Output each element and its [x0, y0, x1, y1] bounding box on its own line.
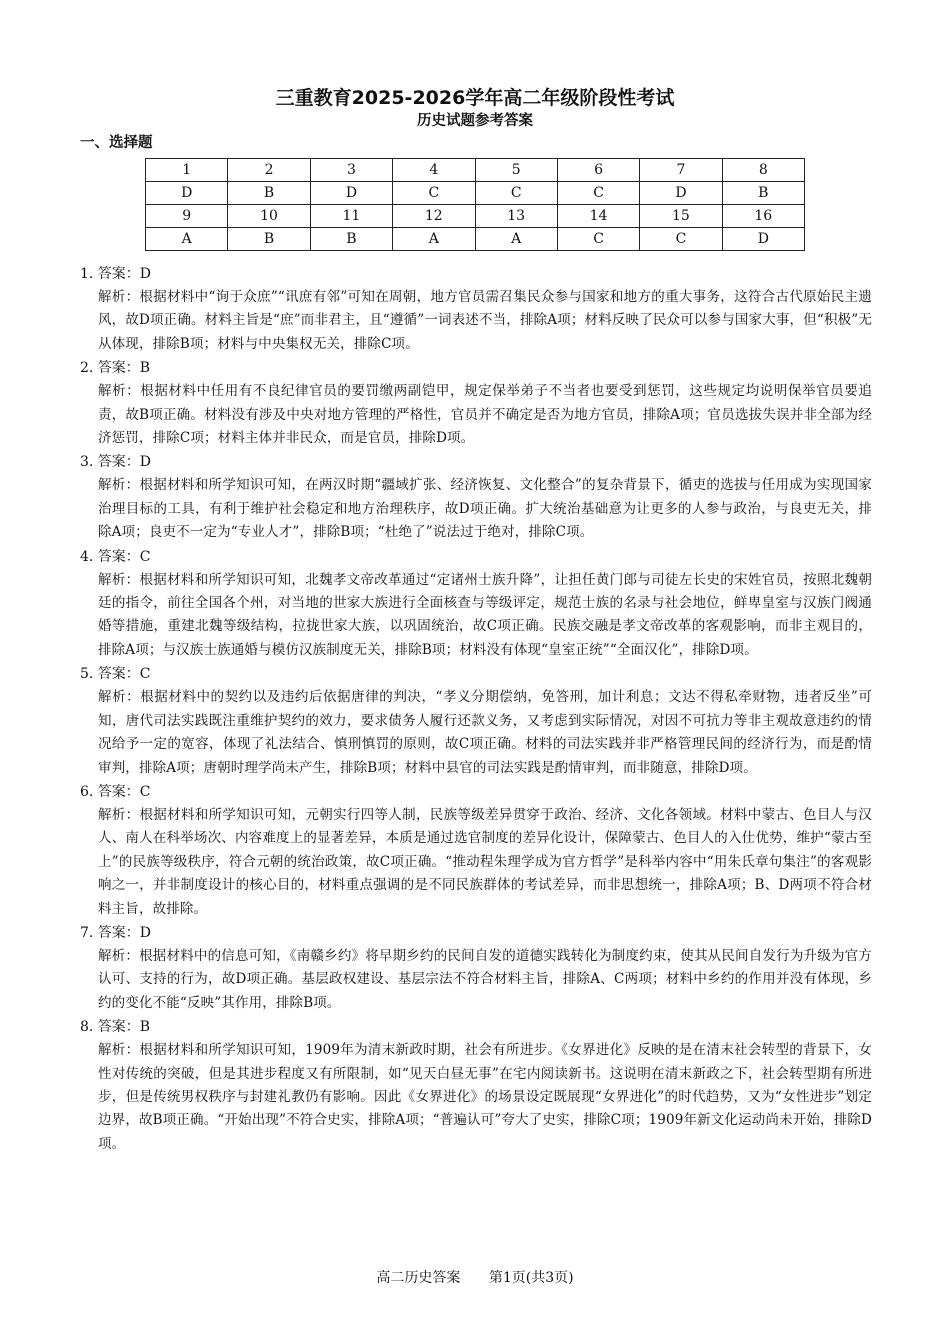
answer-letter-cell: C — [640, 228, 722, 251]
answer-letter-cell: D — [310, 182, 392, 205]
question-number-cell: 15 — [640, 205, 722, 228]
answer-label: 7. 答案：D — [80, 924, 152, 941]
explanation-text: 解析：根据材料和所学知识可知，元朝实行四等人制，民族等级差异贯穿于政治、经济、文化各领域。材料中蒙古、色目人与汉人、南人在科举场次、内容难度上的显著差异，本质是通过选官制度的差异化设计，保障蒙古、色目人的入仕优势，维护“蒙古至上”的民族等级秩序，符合元朝的统治政策，故C项正确。“推动程朱理学成为官方哲学”是科举内容中“用朱氏章句集注”的客观影响之一，并非制度设计的核心目的，材料重点强调的是不同民族群体的考试差异，而非思想统一，排除A项；B、D两项不符合材料主旨，故排除。 — [98, 806, 872, 917]
explanation-text: 解析：根据材料和所学知识可知，在两汉时期“疆域扩张、经济恢复、文化整合”的复杂背景下，循吏的选拔与任用成为实现国家治理目标的工具，有利于维护社会稳定和地方治理秩序，故D项正确。扩大统治基础意为让更多的人参与政治，与良吏无关，排除A项；良吏不一定为“专业人才”，排除B项；“杜绝了”说法过于绝对，排除C项。 — [98, 477, 872, 541]
question-number-cell: 10 — [228, 205, 310, 228]
explanation-text: 解析：根据材料中的信息可知，《南赣乡约》将早期乡约的民间自发的道德实践转化为制度约束，使其从民间自发行为升级为官方认可、支持的行为，故D项正确。基层政权建设、基层宗法不符合材料主旨，排除A、C两项；材料中乡约的作用并没有体现，乡约的变化不能“反映”其作用，排除B项。 — [98, 947, 872, 1011]
answer-label: 6. 答案：C — [80, 783, 151, 800]
question-number-cell: 14 — [557, 205, 639, 228]
question-explanations — [80, 262, 872, 1156]
question-item — [80, 1015, 872, 1156]
answer-label: 1. 答案：D — [80, 266, 152, 282]
explanation-text: 解析：根据材料中任用有不良纪律官员的要罚缴两副铠甲，规定保举弟子不当者也要受到惩罚，这些规定均说明保举官员要追责，故B项正确。材料没有涉及中央对地方管理的严格性，官员并不确定是否为地方官员，排除A项；官员选拔失误并非全部为经济惩罚，排除C项；材料主体并非民众，而是官员，排除D项。 — [98, 383, 872, 447]
answer-letter-cell: C — [393, 182, 475, 205]
answer-letter-cell: A — [475, 228, 557, 251]
answer-letter-cell: B — [310, 228, 392, 251]
answer-letter-row — [146, 182, 805, 205]
footer-subject: 高二历史答案 — [376, 1270, 461, 1286]
explanation-text: 解析：根据材料和所学知识可知，1909年为清末新政时期，社会有所进步。《女界进化》反映的是在清末社会转型的背景下，女性对传统的突破，但是其进步程度又有所限制，如“见天白昼无事”在宅内阅读新书。这说明在清末新政之下，社会转型期有所进步，但是传统男权秩序与封建礼教仍有影响。因此《女界进化》的场景设定既展现“女界进化”的时代趋势，又为“女性进步”划定边界，故B项正确。“开始出现”不符合史实，排除A项；“普遍认可”夸大了史实，排除C项；1909年新文化运动尚未开始，排除D项。 — [98, 1042, 872, 1152]
question-number-cell: 16 — [722, 205, 804, 228]
question-number-cell: 8 — [722, 159, 804, 182]
answer-letter-cell: A — [393, 228, 475, 251]
question-number-cell: 13 — [475, 205, 557, 228]
answer-letter-cell: C — [557, 182, 639, 205]
answer-letter-cell: D — [146, 182, 228, 205]
question-item — [80, 262, 872, 356]
explanation-text: 解析：根据材料中“询于众庶”“讯庶有邻”可知在周朝，地方官员需召集民众参与国家和地方的重大事务，这符合古代原始民主遗风，故D项正确。材料主旨是“庶”而非君主，且“遵循”一词表述不当，排除A项；材料反映了民众可以参与国家大事，但“积极”无从体现，排除B项；材料与中央集权无关，排除C项。 — [98, 289, 872, 352]
question-item — [80, 450, 872, 544]
answer-label: 3. 答案：D — [80, 454, 152, 471]
answer-letter-cell: D — [640, 182, 722, 205]
question-number-cell: 11 — [310, 205, 392, 228]
answer-letter-row — [146, 228, 805, 251]
answer-letter-cell: B — [228, 228, 310, 251]
question-item — [80, 356, 872, 450]
footer-page-number: 第1页(共3页) — [488, 1270, 574, 1286]
answer-letter-cell: B — [228, 182, 310, 205]
question-number-cell: 6 — [557, 159, 639, 182]
answer-letter-cell: D — [722, 228, 804, 251]
question-number-cell: 5 — [475, 159, 557, 182]
question-number-cell: 3 — [310, 159, 392, 182]
answer-letter-cell: B — [722, 182, 804, 205]
page-title: 三重教育2025-2026学年高二年级阶段性考试 — [275, 87, 675, 109]
question-number-cell: 7 — [640, 159, 722, 182]
answer-label: 8. 答案：B — [80, 1019, 151, 1036]
answer-label: 4. 答案：C — [80, 548, 151, 565]
question-item — [80, 921, 872, 1015]
explanation-text: 解析：根据材料和所学知识可知，北魏孝文帝改革通过“定诸州士族升降”，让担任黄门郎与司徒左长史的宋姓官员，按照北魏朝廷的指令，前往全国各个州，对当地的世家大族进行全面核查与等级评定，规范士族的名录与社会地位，鲜卑皇室与汉族门阀通婚等措施，重建北魏等级结构，拉拢世家大族，以巩固统治，故C项正确。民族交融是孝文帝改革的客观影响，而非主观目的，排除A项；与汉族士族通婚与模仿汉族制度无关，排除B项；材料没有体现“皇室正统”“全面汉化”，排除D项。 — [98, 571, 872, 658]
question-item — [80, 662, 872, 780]
answer-label: 2. 答案：B — [80, 360, 151, 377]
answer-label: 5. 答案：C — [80, 666, 151, 683]
question-number-row — [146, 205, 805, 228]
explanation-text: 解析：根据材料中的契约以及违约后依据唐律的判决，“孝义分期偿纳，免答刑，加计利息；文达不得私牵财物，违者反坐”可知，唐代司法实践既注重维护契约的效力，要求债务人履行还款义务，又考虑到实际情况，对因不可抗力等非主观故意违约的情况给予一定的宽容，体现了礼法结合、慎刑慎罚的原则，故C项正确。材料的司法实践并非严格管理民间的经济行为，而是酌情审判，排除A项；唐朝时理学尚未产生，排除B项；材料中县官的司法实践是酌情审判，而非随意，排除D项。 — [98, 689, 872, 776]
page-subtitle: 历史试题参考答案 — [417, 113, 533, 129]
page-footer — [0, 1268, 950, 1288]
question-item — [80, 780, 872, 921]
question-number-cell: 9 — [146, 205, 228, 228]
answer-letter-cell: C — [557, 228, 639, 251]
answer-letter-cell: C — [475, 182, 557, 205]
question-item — [80, 545, 872, 663]
question-number-cell: 2 — [228, 159, 310, 182]
answer-key-table — [145, 158, 805, 251]
answer-letter-cell: A — [146, 228, 228, 251]
question-number-cell: 4 — [393, 159, 475, 182]
question-number-row — [146, 159, 805, 182]
section-title: 一、选择题 — [80, 135, 153, 151]
question-number-cell: 1 — [146, 159, 228, 182]
question-number-cell: 12 — [393, 205, 475, 228]
